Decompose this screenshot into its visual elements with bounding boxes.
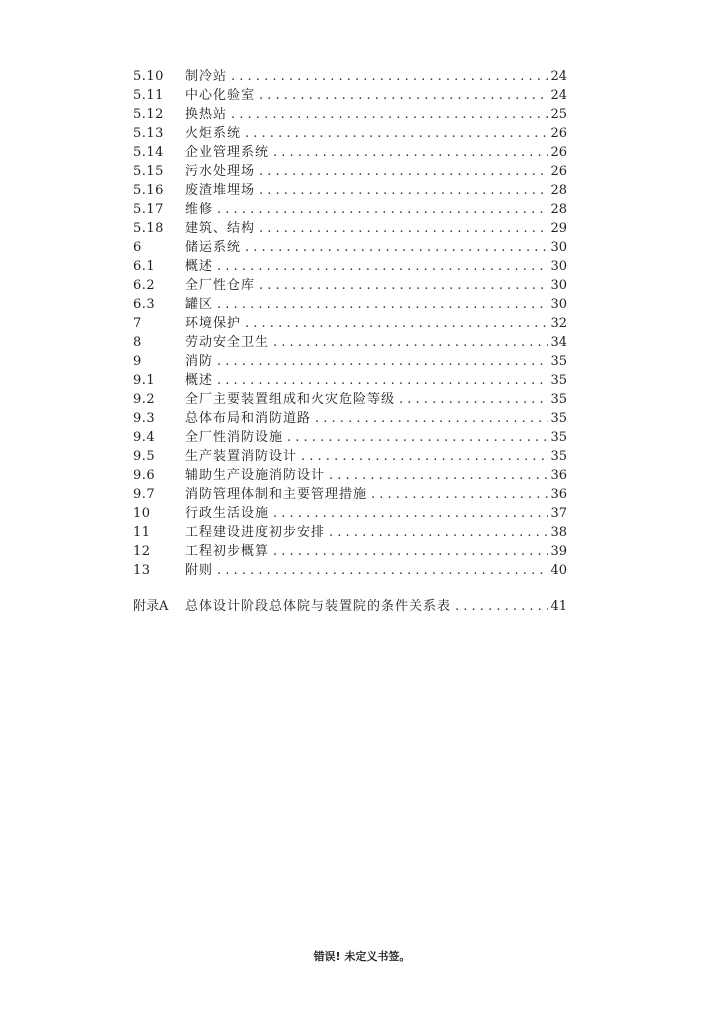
toc-entry-title: 中心化验室 [185, 88, 256, 103]
toc-entry-number: 附录A [133, 599, 169, 614]
toc-entry-number: 5.12 [133, 107, 164, 122]
toc-entry-number: 5.11 [133, 88, 164, 103]
dot-leader [217, 352, 548, 371]
toc-entry-page: 36 [550, 468, 567, 483]
toc-entry[interactable] [133, 523, 567, 542]
toc-entry-number: 5.10 [133, 69, 164, 84]
toc-entry-number: 6 [133, 240, 142, 255]
toc-entry[interactable] [133, 466, 567, 485]
toc-entry-title: 消防管理体制和主要管理措施 [185, 487, 368, 502]
toc-entry[interactable] [133, 561, 567, 580]
toc-entry[interactable] [133, 333, 567, 352]
toc-entry[interactable] [133, 124, 567, 143]
toc-entry[interactable] [133, 542, 567, 561]
dot-leader [217, 295, 548, 314]
toc-entry[interactable] [133, 257, 567, 276]
toc-entry[interactable] [133, 105, 567, 124]
toc-entry-page: 38 [550, 525, 567, 540]
dot-leader [259, 276, 548, 295]
toc-entry[interactable] [133, 67, 567, 86]
toc-entry-title: 生产装置消防设计 [185, 449, 298, 464]
toc-entry-number: 10 [133, 506, 151, 521]
toc-entry[interactable] [133, 390, 567, 409]
dot-leader [315, 409, 548, 428]
toc-entry[interactable] [133, 200, 567, 219]
dot-leader [273, 333, 548, 352]
toc-entry-title: 废渣堆埋场 [185, 183, 256, 198]
toc-entry-page: 30 [550, 240, 567, 255]
toc-entry-page: 29 [550, 221, 567, 236]
toc-entry-title: 企业管理系统 [185, 145, 270, 160]
toc-entry-title: 储运系统 [185, 240, 242, 255]
toc-entry[interactable] [133, 314, 567, 333]
toc-entry-number: 13 [133, 563, 151, 578]
dot-leader [301, 447, 548, 466]
toc-entry-number: 5.16 [133, 183, 164, 198]
toc-entry-page: 35 [550, 430, 567, 445]
toc-entry-page: 35 [550, 449, 567, 464]
toc-entry[interactable] [133, 504, 567, 523]
toc-entry-number: 7 [133, 316, 142, 331]
toc-entry[interactable] [133, 276, 567, 295]
toc-entry-page: 35 [550, 354, 567, 369]
toc-entry-number: 5.14 [133, 145, 164, 160]
toc-entry-title: 全厂主要装置组成和火灾危险等级 [185, 392, 396, 407]
toc-entry-page: 37 [550, 506, 567, 521]
toc-entry-number: 5.13 [133, 126, 164, 141]
toc-entry-title: 污水处理场 [185, 164, 256, 179]
toc-entry-page: 36 [550, 487, 567, 502]
dot-leader [399, 390, 548, 409]
toc-entry-page: 28 [550, 183, 567, 198]
toc-entry-page: 30 [550, 259, 567, 274]
toc-entry-title: 环境保护 [185, 316, 242, 331]
dot-leader [259, 162, 548, 181]
dot-leader [273, 143, 548, 162]
toc-entry-page: 35 [550, 373, 567, 388]
toc-entry[interactable] [133, 371, 567, 390]
toc-entry[interactable] [133, 162, 567, 181]
dot-leader [273, 504, 548, 523]
toc-entry-number: 9.7 [133, 487, 156, 502]
toc-entry-number: 5.15 [133, 164, 164, 179]
toc-entry-title: 换热站 [185, 107, 228, 122]
toc-entry-title: 工程建设进度初步安排 [185, 525, 326, 540]
dot-leader [371, 485, 548, 504]
table-of-contents [133, 67, 567, 616]
toc-entry-page: 30 [550, 297, 567, 312]
dot-leader [329, 466, 548, 485]
toc-entry-page: 24 [550, 69, 567, 84]
toc-entry-title: 消防 [185, 354, 214, 369]
toc-entry-page: 28 [550, 202, 567, 217]
dot-leader [259, 181, 548, 200]
toc-entry[interactable] [133, 447, 567, 466]
dot-leader [231, 67, 548, 86]
toc-entry-title: 工程初步概算 [185, 544, 270, 559]
toc-entry-title: 概述 [185, 259, 214, 274]
toc-entry-title: 概述 [185, 373, 214, 388]
page-footer-error-text: 错误! 未定义书签。 [313, 950, 411, 963]
toc-entry-title: 劳动安全卫生 [185, 335, 270, 350]
toc-entry-page: 34 [550, 335, 567, 350]
toc-entry-number: 9.2 [133, 392, 156, 407]
toc-entry-number: 6.1 [133, 259, 156, 274]
toc-entry-page: 24 [550, 88, 567, 103]
toc-entry-page: 26 [550, 126, 567, 141]
toc-entry-number: 9 [133, 354, 142, 369]
toc-entry-number: 12 [133, 544, 151, 559]
toc-entry-title: 总体设计阶段总体院与装置院的条件关系表 [185, 599, 452, 614]
dot-leader [217, 371, 548, 390]
dot-leader [455, 597, 548, 616]
dot-leader [259, 219, 548, 238]
toc-entry[interactable] [133, 238, 567, 257]
dot-leader [259, 86, 548, 105]
toc-entry[interactable] [133, 143, 567, 162]
toc-entry-page: 40 [550, 563, 567, 578]
toc-entry-title: 总体布局和消防道路 [185, 411, 312, 426]
dot-leader [245, 314, 548, 333]
toc-entry[interactable] [133, 86, 567, 105]
toc-entry-page: 35 [550, 411, 567, 426]
toc-entry-title: 维修 [185, 202, 214, 217]
dot-leader [231, 105, 548, 124]
toc-entry[interactable] [133, 485, 567, 504]
dot-leader [217, 257, 548, 276]
toc-entry-page: 25 [550, 107, 567, 122]
toc-entry-page: 32 [550, 316, 567, 331]
toc-entry-title: 全厂性消防设施 [185, 430, 284, 445]
toc-entry-number: 9.1 [133, 373, 156, 388]
toc-entry-number: 9.6 [133, 468, 156, 483]
dot-leader [217, 200, 548, 219]
toc-entry-number: 9.5 [133, 449, 156, 464]
toc-entry-number: 11 [133, 525, 151, 540]
toc-entry-number: 9.4 [133, 430, 156, 445]
toc-entry[interactable] [133, 181, 567, 200]
toc-entry-page: 35 [550, 392, 567, 407]
toc-entry-page: 26 [550, 164, 567, 179]
dot-leader [217, 561, 548, 580]
toc-entry[interactable] [133, 295, 567, 314]
toc-entry-page: 41 [550, 599, 567, 614]
toc-entry-title: 建筑、结构 [185, 221, 256, 236]
toc-entry-page: 39 [550, 544, 567, 559]
toc-entry-title: 辅助生产设施消防设计 [185, 468, 326, 483]
toc-entry[interactable] [133, 219, 567, 238]
toc-entry-number: 5.17 [133, 202, 164, 217]
toc-entry-page: 26 [550, 145, 567, 160]
dot-leader [245, 124, 548, 143]
toc-entry-number: 9.3 [133, 411, 156, 426]
dot-leader [245, 238, 548, 257]
toc-entry-appendix-a[interactable] [133, 597, 567, 616]
toc-entry-title: 全厂性仓库 [185, 278, 256, 293]
dot-leader [287, 428, 548, 447]
toc-entry-title: 火炬系统 [185, 126, 242, 141]
toc-entry[interactable] [133, 428, 567, 447]
toc-entry-title: 罐区 [185, 297, 214, 312]
toc-entry-page: 30 [550, 278, 567, 293]
dot-leader [329, 523, 548, 542]
toc-entry-number: 8 [133, 335, 142, 350]
toc-entry[interactable] [133, 409, 567, 428]
toc-entries [133, 67, 567, 580]
toc-entry-title: 附则 [185, 563, 214, 578]
dot-leader [273, 542, 548, 561]
toc-entry-number: 6.2 [133, 278, 156, 293]
toc-entry-title: 制冷站 [185, 69, 228, 84]
toc-entry-number: 6.3 [133, 297, 156, 312]
toc-entry[interactable] [133, 352, 567, 371]
toc-entry-number: 5.18 [133, 221, 164, 236]
toc-entry-title: 行政生活设施 [185, 506, 270, 521]
